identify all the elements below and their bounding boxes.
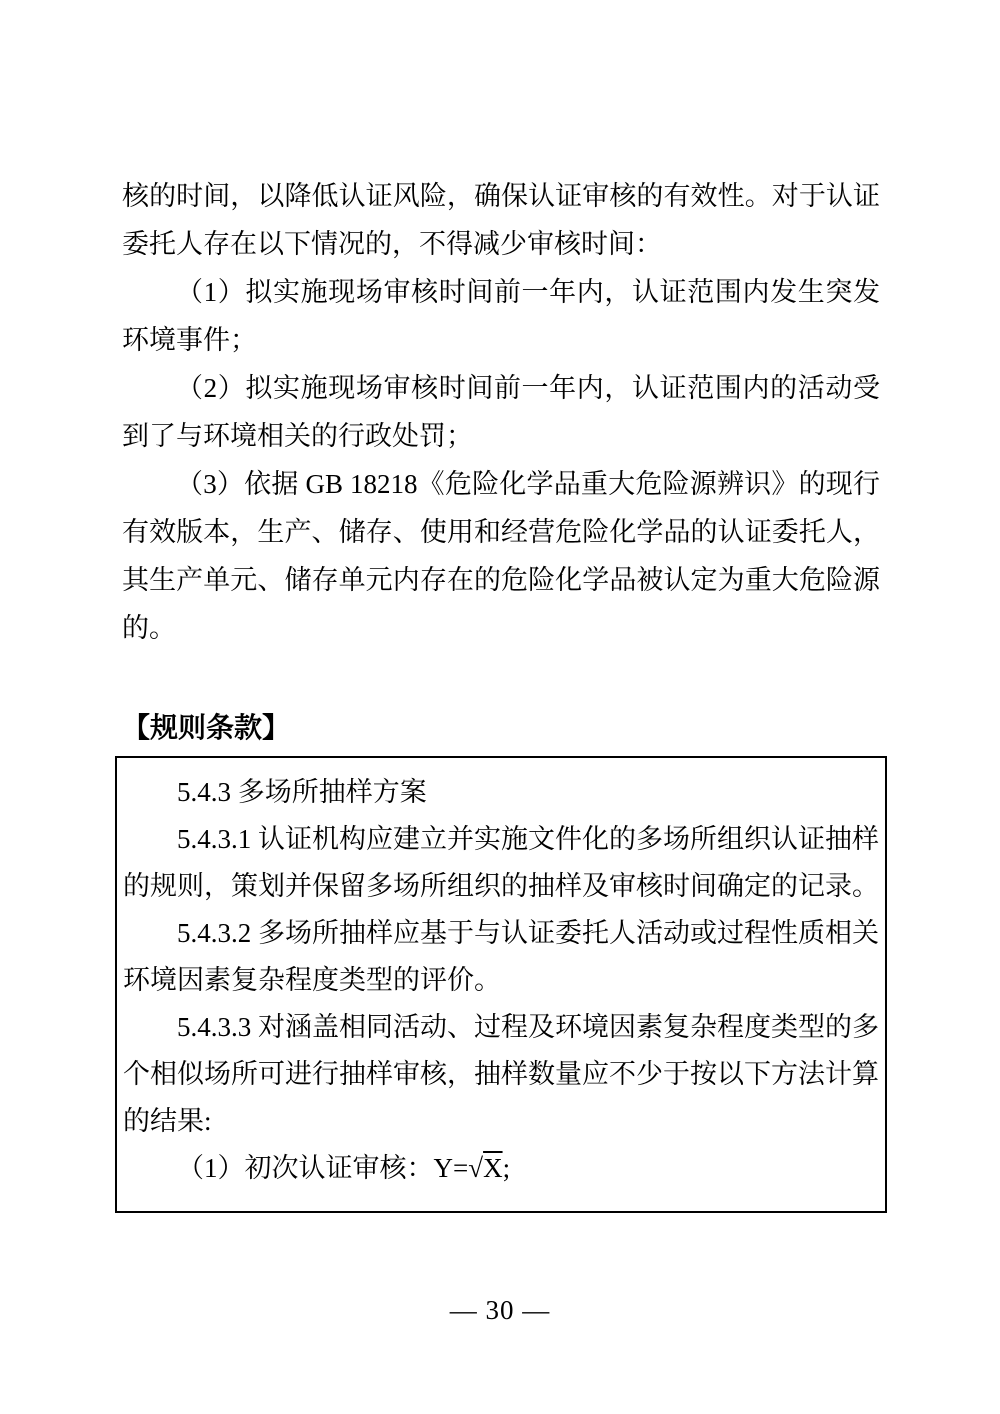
formula-suffix-text: ; [502,1153,511,1183]
body-paragraph-item-3: （3）依据 GB 18218《危险化学品重大危险源辨识》的现行有效版本，生产、储存、使用和经营危险化学品的认证委托人，其生产单元、储存单元内存在的危险化学品被认定为重大危险源的。 [122,469,880,643]
page-footer [0,1295,1000,1326]
page-number: — 30 — [449,1295,551,1325]
clause-5-4-3: 5.4.3 多场所抽样方案 [177,777,427,807]
formula-initial-certification-audit [123,1145,879,1192]
formula-prefix-text: （1）初次认证审核：Y= [177,1153,469,1183]
clause-5-4-3-1: 5.4.3.1 认证机构应建立并实施文件化的多场所组织认证抽样的规则，策划并保留多场所组织的抽样及审核时间确定的记录。 [123,824,879,901]
rule-clause-box [115,756,887,1213]
clause-5-4-3-3: 5.4.3.3 对涵盖相同活动、过程及环境因素复杂程度类型的多个相似场所可进行抽样审核，抽样数量应不少于按以下方法计算的结果: [123,1012,879,1136]
page-content [122,0,880,1213]
sqrt-radical-sign: √ [468,1153,484,1183]
clause-5-4-3-2: 5.4.3.2 多场所抽样应基于与认证委托人活动或过程性质相关环境因素复杂程度类型的评价。 [123,918,879,995]
body-paragraph-item-2: （2）拟实施现场审核时间前一年内，认证范围内的活动受到了与环境相关的行政处罚； [122,373,880,451]
body-paragraph-continuation: 核的时间，以降低认证风险，确保认证审核的有效性。对于认证委托人存在以下情况的，不得减少审核时间： [122,181,880,259]
section-heading-rule-clauses: 【规则条款】 [122,712,291,743]
body-paragraph-item-1: （1）拟实施现场审核时间前一年内，认证范围内发生突发环境事件； [122,277,880,355]
sqrt-radicand: X [483,1153,503,1183]
